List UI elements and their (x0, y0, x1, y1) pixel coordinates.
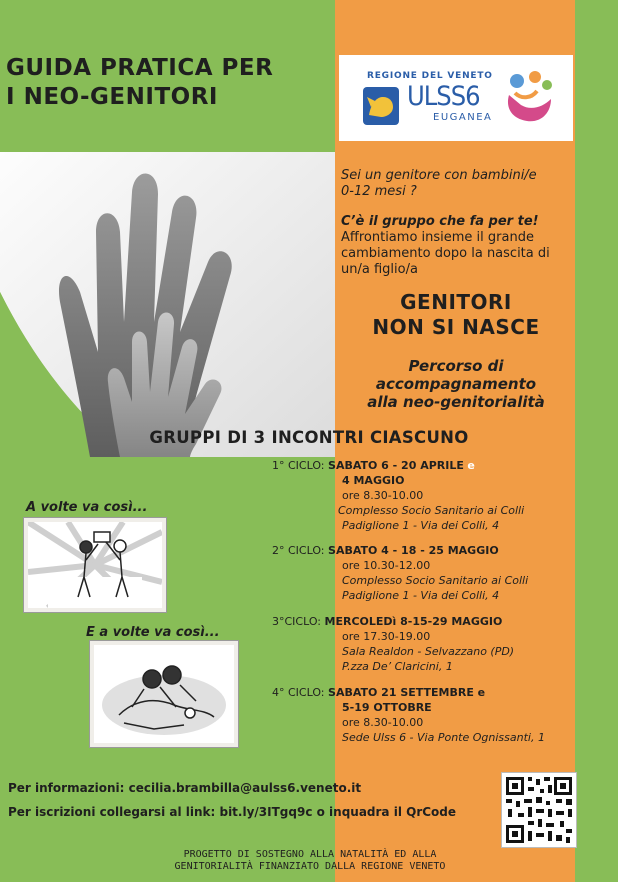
headline: GENITORI NON SI NASCE (372, 290, 540, 339)
groups-title: GRUPPI DI 3 INCONTRI CIASCUNO (149, 428, 469, 447)
family-icon (501, 69, 559, 127)
ulss6-logo-text: ULSS6 (407, 81, 480, 112)
region-veneto-text: REGIONE DEL VENETO (367, 71, 493, 81)
subheadline: Percorso di accompagnamento alla neo-genitorialità (367, 357, 545, 411)
page-title (6, 54, 273, 112)
cycle-2: 2° CICLO: SABATO 4 - 18 - 25 MAGGIO ore 10.30-12.00 Complesso Socio Sanitario ai Colli Padiglione 1 - Via dei Colli, 4 (272, 544, 529, 602)
footer-note: PROGETTO DI SOSTEGNO ALLA NATALITÀ ED ALLA GENITORIALITÀ FINANZIATO DALLA REGIONE VENETO (174, 849, 446, 872)
cartoon-messy-illustration (90, 641, 238, 747)
cycle-1: 1° CICLO: SABATO 6 - 20 APRILE e 4 MAGGIO ore 8.30-10.00 Complesso Socio Sanitario ai Colli Padiglione 1 - Via dei Colli, 4 (272, 459, 525, 532)
registration-info: Per iscrizioni collegarsi al link: bit.ly/3ITgq9c o inquadra il QrCode (8, 805, 457, 819)
hands-photo (0, 152, 335, 457)
contact-info: Per informazioni: cecilia.brambilla@aulss6.veneto.it (8, 781, 362, 795)
cycle-3: 3°CICLO: MERCOLEDì 8-15-29 MAGGIO ore 17.30-19.00 Sala Realdon - Selvazzano (PD) P.zza De’ Claricini, 1 (272, 615, 515, 673)
intro-body: Affrontiamo insieme il grande cambiamento dopo la nascita di un/a figlio/a (341, 230, 550, 277)
intro-question: Sei un genitore con bambini/e 0-12 mesi ? (341, 168, 537, 199)
caption-second: E a volte va così... (86, 625, 220, 640)
euganea-text: EUGANEA (433, 112, 493, 123)
lion-of-st-mark-logo (361, 85, 401, 127)
title-line-1: GUIDA PRATICA PER (6, 55, 274, 81)
cartoon-calm-illustration (24, 518, 166, 612)
title-line-2: I NEO-GENITORI (6, 84, 218, 110)
intro-tagline: C’è il gruppo che fa per te! (341, 214, 539, 229)
caption-first: A volte va così... (26, 500, 148, 515)
cycle-4: 4° CICLO: SABATO 21 SETTEMBRE e 5-19 OTTOBRE ore 8.30-10.00 Sede Ulss 6 - Via Ponte Ognissanti, 1 (272, 686, 545, 744)
intro-text (341, 168, 577, 278)
logo-box (337, 53, 575, 143)
qr-code[interactable] (502, 773, 576, 847)
